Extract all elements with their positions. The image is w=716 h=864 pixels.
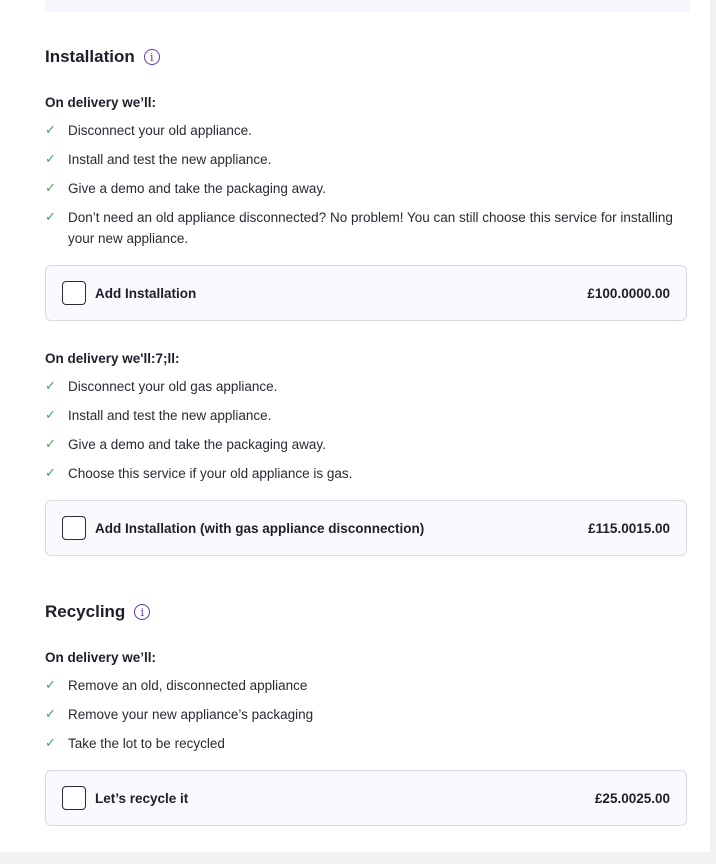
check-icon: ✓	[45, 408, 56, 423]
recycle-option[interactable]	[45, 770, 687, 826]
check-icon: ✓	[45, 210, 56, 225]
check-icon: ✓	[45, 678, 56, 693]
recycle-checkbox[interactable]	[62, 786, 86, 810]
recycling-section-title	[45, 602, 150, 622]
list-item: ✓ Give a demo and take the packaging away.	[45, 434, 685, 455]
previous-section-band	[45, 0, 690, 12]
list-item: ✓ Install and test the new appliance.	[45, 405, 685, 426]
check-icon: ✓	[45, 152, 56, 167]
check-icon: ✓	[45, 123, 56, 138]
check-icon: ✓	[45, 379, 56, 394]
check-icon: ✓	[45, 466, 56, 481]
check-icon: ✓	[45, 707, 56, 722]
recycling-title: Recycling	[45, 602, 126, 621]
list-item: ✓ Disconnect your old gas appliance.	[45, 376, 685, 397]
recycling-bullet-list	[45, 675, 685, 762]
installation-title: Installation	[45, 47, 135, 66]
list-item: ✓ Take the lot to be recycled	[45, 733, 685, 754]
gas-installation-bullet-list	[45, 376, 685, 492]
add-installation-option[interactable]	[45, 265, 687, 321]
recycle-label[interactable]: Let’s recycle it	[95, 791, 189, 806]
list-item: ✓ Install and test the new appliance.	[45, 149, 685, 170]
add-gas-installation-label[interactable]: Add Installation (with gas appliance disconnection)	[95, 521, 425, 536]
add-installation-price: £100.0000.00	[587, 286, 670, 301]
recycle-price: £25.0025.00	[594, 791, 670, 806]
installation-subheading: On delivery we’ll:	[45, 95, 157, 110]
check-icon: ✓	[45, 736, 56, 751]
add-installation-label[interactable]: Add Installation	[95, 286, 197, 301]
list-item: ✓ Remove an old, disconnected appliance	[45, 675, 685, 696]
add-installation-checkbox[interactable]	[62, 281, 86, 305]
info-icon[interactable]: i	[134, 604, 150, 620]
installation-section-title	[45, 47, 160, 67]
list-item: ✓ Remove your new appliance’s packaging	[45, 704, 685, 725]
gas-installation-subheading: On delivery we'll:7;ll:	[45, 351, 180, 366]
add-gas-installation-checkbox[interactable]	[62, 516, 86, 540]
list-item: ✓ Disconnect your old appliance.	[45, 120, 685, 141]
list-item: ✓ Choose this service if your old appliance is gas.	[45, 463, 685, 484]
add-gas-installation-price: £115.0015.00	[588, 521, 670, 536]
list-item: ✓ Give a demo and take the packaging away.	[45, 178, 685, 199]
installation-bullet-list	[45, 120, 685, 257]
recycling-subheading: On delivery we’ll:	[45, 650, 157, 665]
info-icon[interactable]: i	[144, 49, 160, 65]
add-gas-installation-option[interactable]	[45, 500, 687, 556]
check-icon: ✓	[45, 181, 56, 196]
check-icon: ✓	[45, 437, 56, 452]
list-item: ✓ Don’t need an old appliance disconnected? No problem! You can still choose this service for installing your new appliance.	[45, 207, 685, 249]
